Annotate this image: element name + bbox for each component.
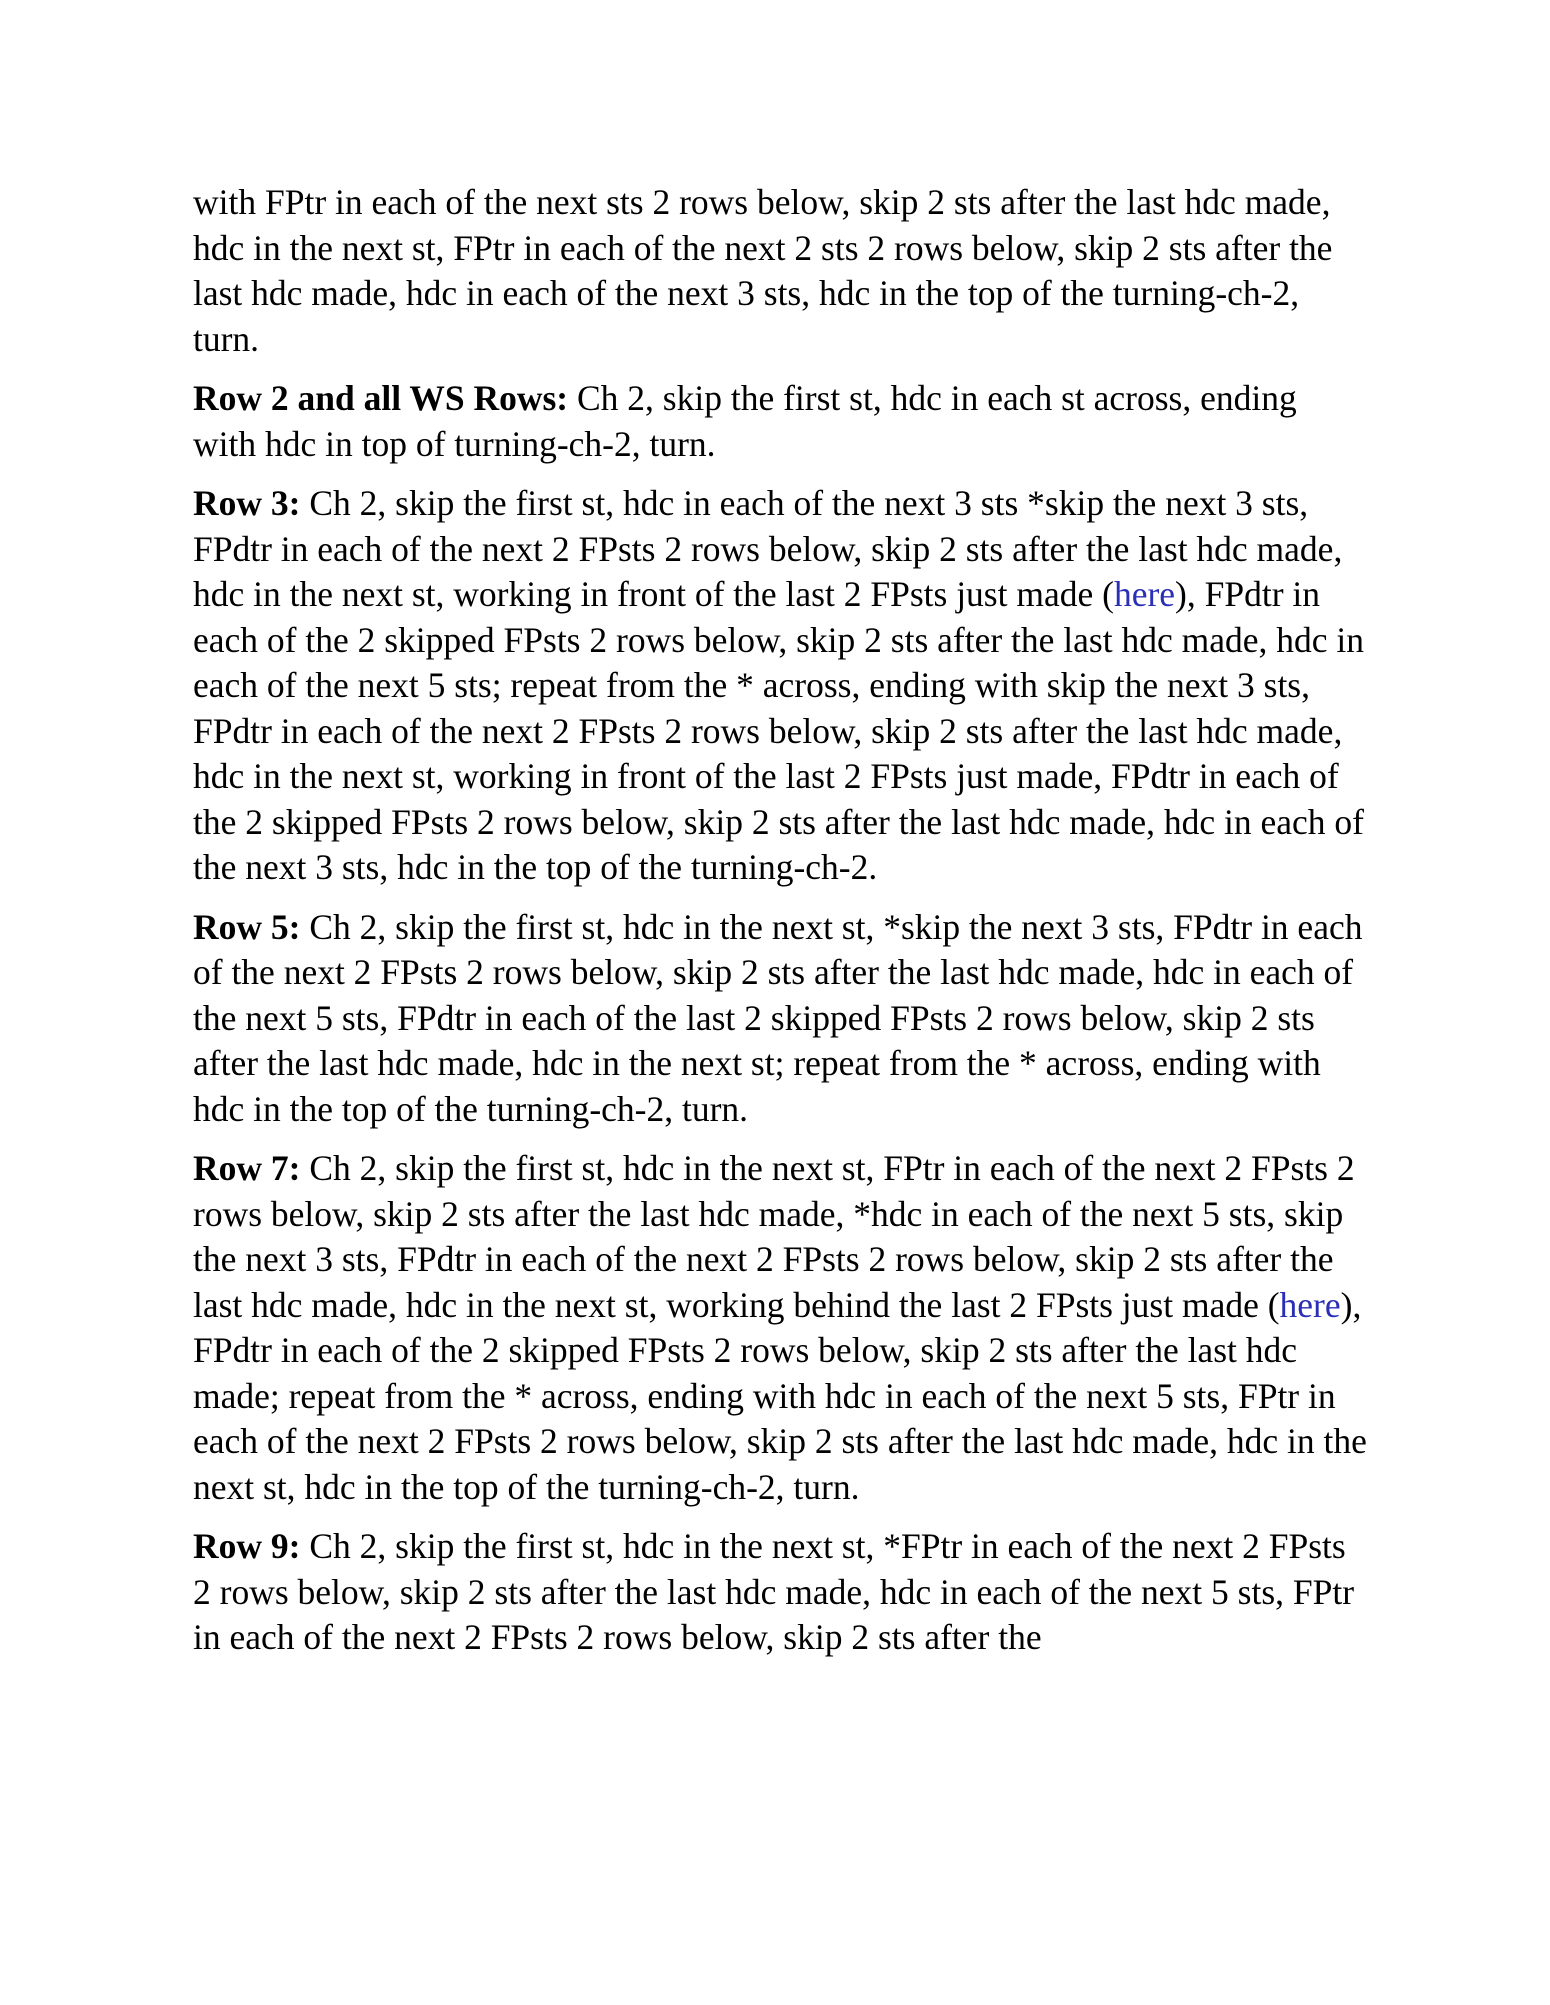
paragraph-continuation (193, 180, 1368, 362)
row-instructions-cont: ), FPdtr in each of the 2 skipped FPsts 2 rows below, skip 2 sts after the last hdc made, hdc in each of the next 5 sts; repeat from the * across, ending with skip the next 3 sts, FPdtr in each of the next 2 FPsts 2 rows below, skip 2 sts after the last hdc made, hdc in the next st, working in front of the last 2 FPsts just made, FPdtr in each of the 2 skipped FPsts 2 rows below, skip 2 sts after the last hdc made, hdc in each of the next 3 sts, hdc in the top of the turning-ch-2. (193, 574, 1364, 887)
paragraph-text: with FPtr in each of the next sts 2 rows below, skip 2 sts after the last hdc made, hdc in the next st, FPtr in each of the next 2 sts 2 rows below, skip 2 sts after the last hdc made, hdc in each of the next 3 sts, hdc in the top of the turning-ch-2, turn. (193, 182, 1333, 359)
here-link[interactable]: here (1113, 574, 1176, 614)
row-label: Row 3: (193, 483, 301, 523)
row-instructions: Ch 2, skip the first st, hdc in the next st, *FPtr in each of the next 2 FPsts 2 rows below, skip 2 sts after the last hdc made, hdc in each of the next 5 sts, FPtr in each of the next 2 FPsts 2 rows below, skip 2 sts after the (193, 1526, 1355, 1657)
row-label: Row 7: (193, 1148, 301, 1188)
row-instructions: Ch 2, skip the first st, hdc in each of the next 3 sts *skip the next 3 sts, FPdtr in each of the next 2 FPsts 2 rows below, skip 2 sts after the last hdc made, hdc in the next st, working in front of the last 2 FPsts just made ( (193, 483, 1343, 614)
row-label: Row 2 and all WS Rows: (193, 378, 569, 418)
document-page (193, 180, 1368, 1675)
row-label: Row 9: (193, 1526, 301, 1566)
here-link[interactable]: here (1279, 1284, 1341, 1325)
paragraph-row-5 (193, 905, 1368, 1133)
paragraph-row-9 (193, 1524, 1368, 1661)
row-instructions-cont: ), FPdtr in each of the 2 skipped FPsts 2 rows below, skip 2 sts after the last hdc made; repeat from the * across, ending with hdc in each of the next 5 sts, FPtr in each of the next 2 FPsts 2 rows below, skip 2 sts after the last hdc made, hdc in the next st, hdc in the top of the turning-ch-2, turn. (193, 1284, 1367, 1507)
row-instructions: Ch 2, skip the first st, hdc in each st across, ending with hdc in top of turning-ch-2, turn. (193, 378, 1297, 464)
row-instructions: Ch 2, skip the first st, hdc in the next st, *skip the next 3 sts, FPdtr in each of the next 2 FPsts 2 rows below, skip 2 sts after the last hdc made, hdc in each of the next 5 sts, FPdtr in each of the last 2 skipped FPsts 2 rows below, skip 2 sts after the last hdc made, hdc in the next st; repeat from the * across, ending with hdc in the top of the turning-ch-2, turn. (193, 906, 1363, 1129)
row-instructions: Ch 2, skip the first st, hdc in the next st, FPtr in each of the next 2 FPsts 2 rows below, skip 2 sts after the last hdc made, *hdc in each of the next 5 sts, skip the next 3 sts, FPdtr in each of the next 2 FPsts 2 rows below, skip 2 sts after the last hdc made, hdc in the next st, working behind the last 2 FPsts just made ( (193, 1148, 1355, 1325)
row-label: Row 5: (193, 906, 301, 947)
paragraph-row-3 (193, 481, 1368, 891)
paragraph-row-2 (193, 376, 1368, 467)
paragraph-row-7 (193, 1146, 1368, 1510)
